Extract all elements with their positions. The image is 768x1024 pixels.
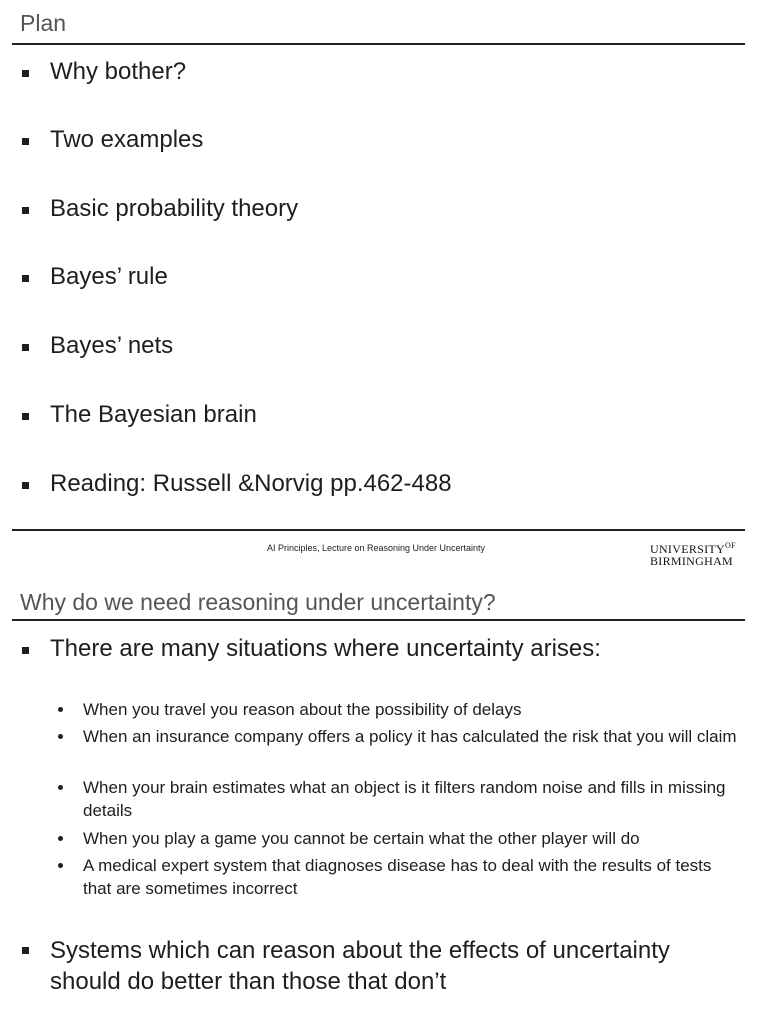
square-bullet-icon [22, 207, 29, 214]
slide-title: Plan [20, 10, 67, 36]
square-bullet-icon [22, 275, 29, 282]
sub-bullet-item: When an insurance company offers a policy it has calculated the risk that you will claim [58, 725, 738, 748]
slide-plan: Plan Why bother? Two examples Basic probability theory Bayes’ rule Bayes’ nets The Bayesian brain Reading: Russell &Norvig pp.462-488 [0, 0, 768, 535]
square-bullet-icon [22, 138, 29, 145]
sub-bullet-item: A medical expert system that diagnoses disease has to deal with the results of tests that are sometimes incorrect [58, 854, 738, 900]
square-bullet-icon [22, 947, 29, 954]
sub-bullet-item: When you play a game you cannot be certain what the other player will do [58, 827, 738, 850]
round-bullet-icon [58, 734, 63, 739]
conclusion-bullet: Systems which can reason about the effects of uncertainty should do better than those that don’t [22, 935, 742, 997]
square-bullet-icon [22, 647, 29, 654]
slide-title: Why do we need reasoning under uncertainty? [20, 589, 496, 615]
footer-divider [12, 529, 745, 531]
round-bullet-icon [58, 863, 63, 868]
round-bullet-icon [58, 707, 63, 712]
square-bullet-icon [22, 344, 29, 351]
square-bullet-icon [22, 70, 29, 77]
square-bullet-icon [22, 482, 29, 489]
title-divider [12, 619, 745, 621]
footer-course-text: AI Principles, Lecture on Reasoning Under Uncertainty [266, 543, 486, 553]
round-bullet-icon [58, 785, 63, 790]
sub-bullet-item: When your brain estimates what an object is it filters random noise and fills in missing details [58, 776, 738, 822]
university-logo: $UNIVERSITY^{OF}$ BIRMINGHAM [650, 541, 736, 568]
square-bullet-icon [22, 413, 29, 420]
title-divider [12, 43, 745, 45]
round-bullet-icon [58, 836, 63, 841]
sub-bullet-item: When you travel you reason about the possibility of delays [58, 698, 738, 721]
